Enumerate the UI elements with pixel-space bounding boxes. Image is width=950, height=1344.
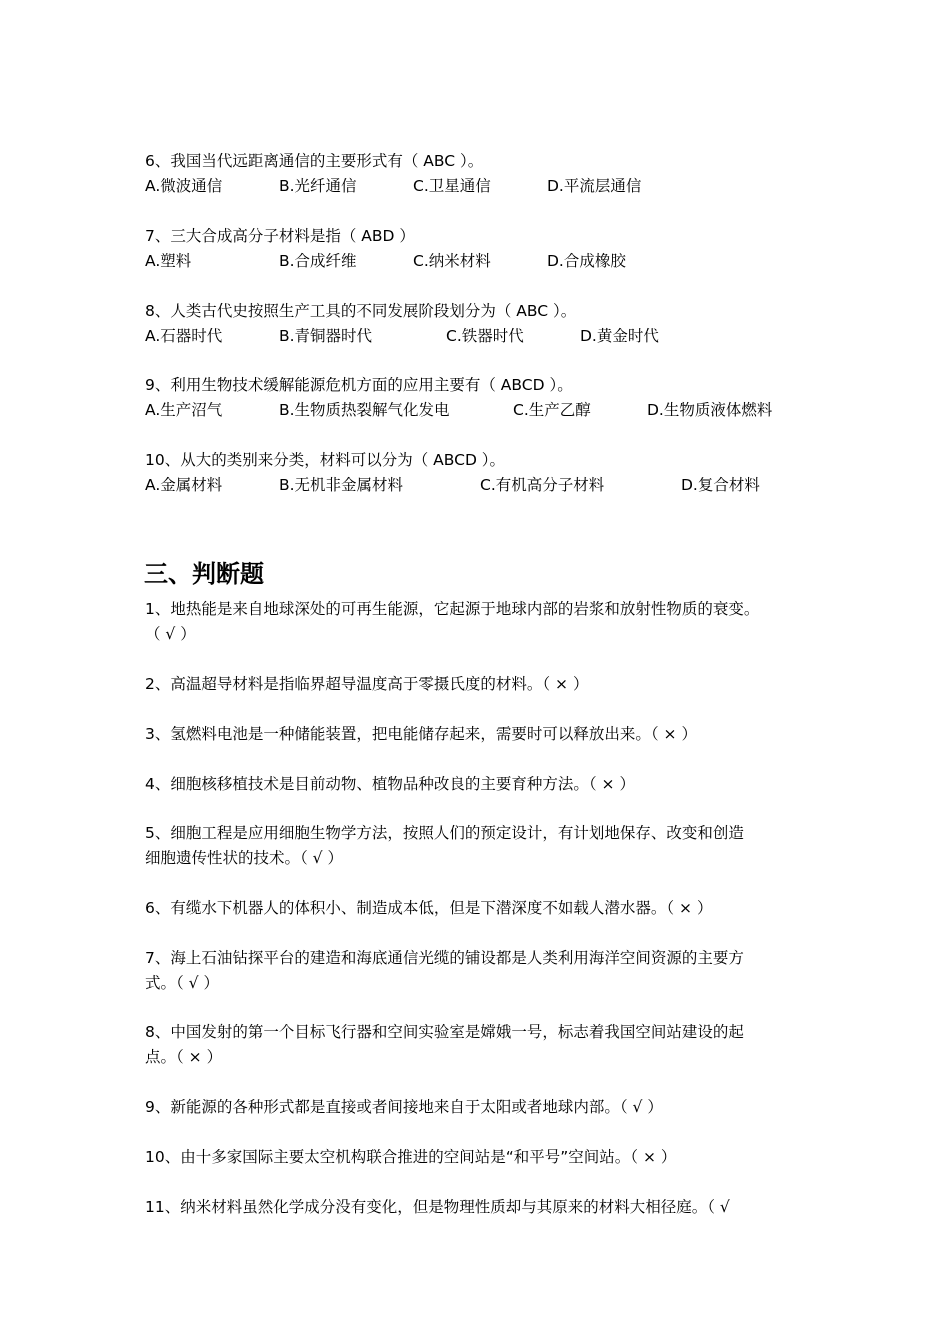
option-d: D.复合材料 bbox=[681, 476, 760, 494]
tf-question-8-line-2: 点。（ × ） bbox=[145, 1048, 223, 1066]
tf-question-1-line-2: （ √ ） bbox=[145, 625, 196, 643]
mc-question-9: 9、利用生物技术缓解能源危机方面的应用主要有（ ABCD ）。 bbox=[145, 376, 573, 394]
option-b: B.无机非金属材料 bbox=[279, 476, 404, 494]
mc-question-8: 8、人类古代史按照生产工具的不同发展阶段划分为（ ABC ）。 bbox=[145, 302, 577, 320]
mc-options-6 bbox=[145, 174, 845, 199]
option-a: A.微波通信 bbox=[145, 177, 223, 195]
option-a: A.塑料 bbox=[145, 252, 192, 270]
tf-question-2: 2、高温超导材料是指临界超导温度高于零摄氏度的材料。（ × ） bbox=[145, 675, 589, 693]
tf-question-8-line-1: 8、中国发射的第一个目标飞行器和空间实验室是嫦娥一号，标志着我国空间站建设的起 bbox=[145, 1023, 744, 1041]
option-c: C.纳米材料 bbox=[413, 252, 491, 270]
tf-question-3: 3、氢燃料电池是一种储能装置，把电能储存起来，需要时可以释放出来。（ × ） bbox=[145, 725, 697, 743]
mc-options-8 bbox=[145, 324, 845, 349]
tf-question-10: 10、由十多家国际主要太空机构联合推进的空间站是“和平号”空间站。（ × ） bbox=[145, 1148, 677, 1166]
option-b: B.生物质热裂解气化发电 bbox=[279, 401, 450, 419]
mc-question-7: 7、三大合成高分子材料是指（ ABD ） bbox=[145, 227, 415, 245]
mc-options-9 bbox=[145, 398, 845, 423]
mc-question-6: 6、我国当代远距离通信的主要形式有（ ABC ）。 bbox=[145, 152, 484, 170]
option-c: C.有机高分子材料 bbox=[480, 476, 605, 494]
section-title: 三、判断题 bbox=[144, 560, 264, 588]
mc-options-10 bbox=[145, 473, 845, 498]
tf-question-1-line-1: 1、地热能是来自地球深处的可再生能源，它起源于地球内部的岩浆和放射性物质的衰变。 bbox=[145, 600, 760, 618]
option-b: B.合成纤维 bbox=[279, 252, 357, 270]
option-a: A.石器时代 bbox=[145, 327, 223, 345]
option-d: D.平流层通信 bbox=[547, 177, 642, 195]
tf-question-9: 9、新能源的各种形式都是直接或者间接地来自于太阳或者地球内部。（ √ ） bbox=[145, 1098, 663, 1116]
mc-question-10: 10、从大的类别来分类，材料可以分为（ ABCD ）。 bbox=[145, 451, 506, 469]
option-d: D.生物质液体燃料 bbox=[647, 401, 773, 419]
option-d: D.合成橡胶 bbox=[547, 252, 626, 270]
tf-question-5-line-2: 细胞遗传性状的技术。（ √ ） bbox=[145, 849, 343, 867]
option-d: D.黄金时代 bbox=[580, 327, 659, 345]
tf-question-7-line-2: 式。（ √ ） bbox=[145, 974, 219, 992]
tf-question-11: 11、纳米材料虽然化学成分没有变化，但是物理性质却与其原来的材料大相径庭。（ √ bbox=[145, 1198, 730, 1216]
option-a: A.金属材料 bbox=[145, 476, 223, 494]
tf-question-5-line-1: 5、细胞工程是应用细胞生物学方法，按照人们的预定设计，有计划地保存、改变和创造 bbox=[145, 824, 744, 842]
mc-options-7 bbox=[145, 249, 845, 274]
option-c: C.生产乙醇 bbox=[513, 401, 591, 419]
option-c: C.铁器时代 bbox=[446, 327, 524, 345]
option-b: B.光纤通信 bbox=[279, 177, 357, 195]
option-a: A.生产沼气 bbox=[145, 401, 223, 419]
option-b: B.青铜器时代 bbox=[279, 327, 373, 345]
tf-question-7-line-1: 7、海上石油钻探平台的建造和海底通信光缆的铺设都是人类利用海洋空间资源的主要方 bbox=[145, 949, 744, 967]
option-c: C.卫星通信 bbox=[413, 177, 491, 195]
tf-question-4: 4、细胞核移植技术是目前动物、植物品种改良的主要育种方法。（ × ） bbox=[145, 775, 635, 793]
tf-question-6: 6、有缆水下机器人的体积小、制造成本低，但是下潜深度不如载人潜水器。（ × ） bbox=[145, 899, 713, 917]
